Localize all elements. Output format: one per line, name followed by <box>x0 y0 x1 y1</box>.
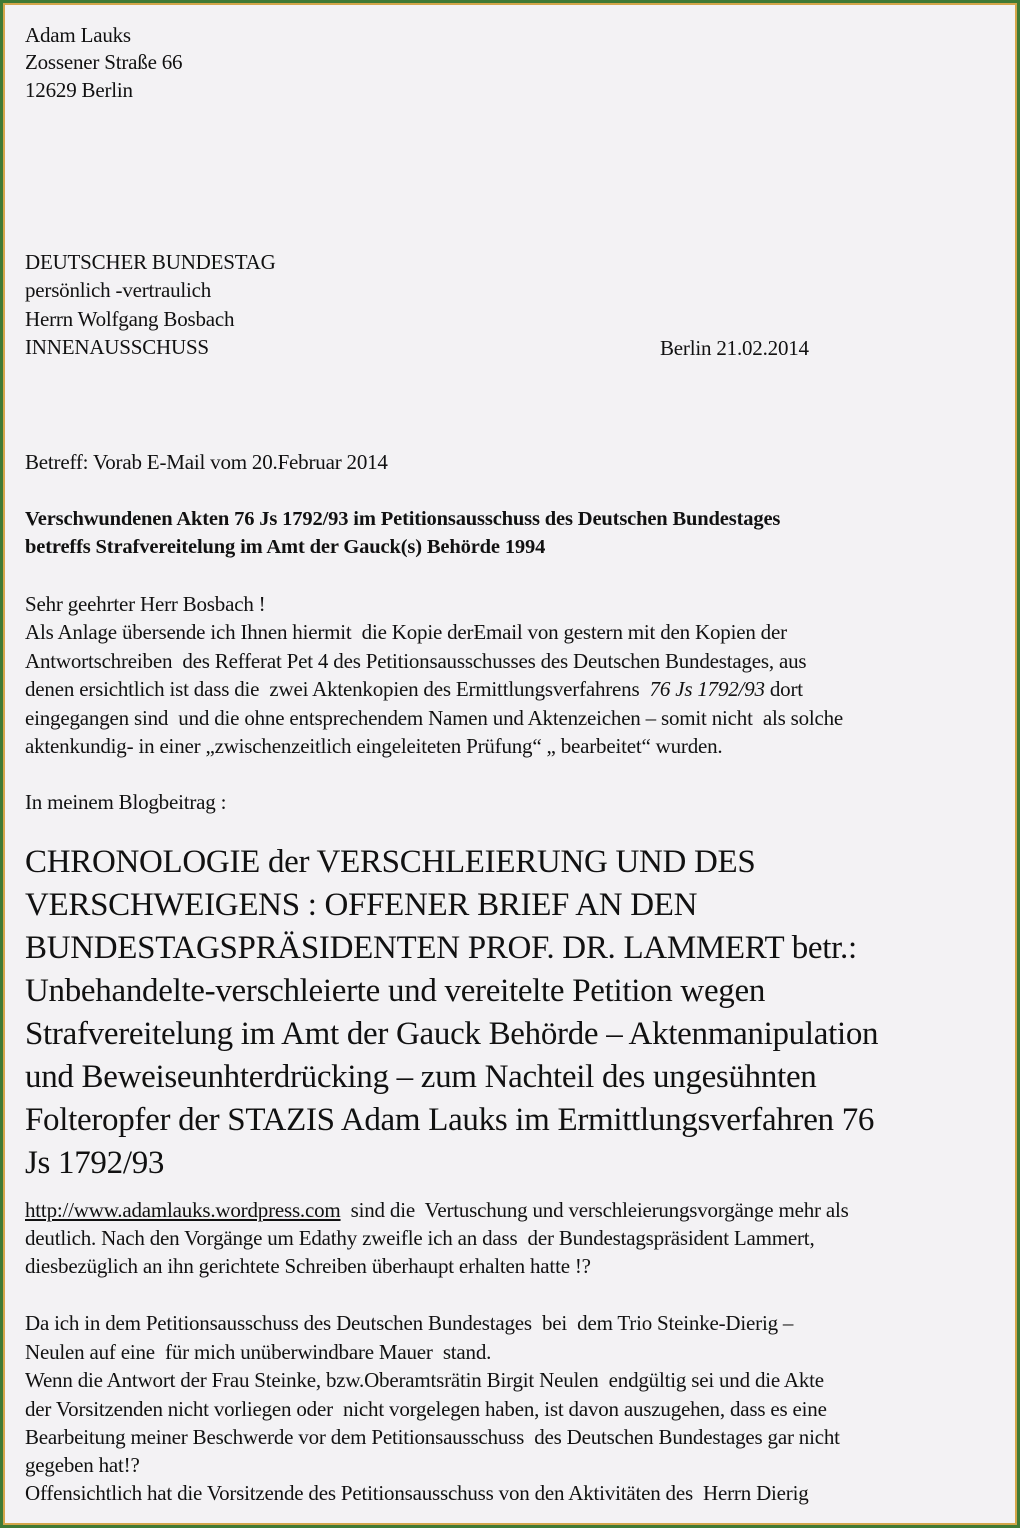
paragraph-3-line: Offensichtlich hat die Vorsitzende des Petitionsausschuss von den Aktivitäten des Herrn Dierig <box>25 1481 809 1505</box>
paragraph-3-line: Wenn die Antwort der Frau Steinke, bzw.Oberamtsrätin Birgit Neulen endgültig sei und die Akte <box>25 1368 824 1392</box>
paragraph-1-line: eingegangen sind und die ohne entsprechendem Namen und Aktenzeichen – somit nicht als solche <box>25 706 844 730</box>
recipient-org: DEUTSCHER BUNDESTAG <box>25 250 276 274</box>
date-line: Berlin 21.02.2014 <box>660 336 809 360</box>
paragraph-2-line: diesbezüglich an ihn gerichtete Schreiben überhaupt erhalten hatte !? <box>25 1254 591 1278</box>
sender-city: 12629 Berlin <box>25 78 133 102</box>
paragraph-1-line: Als Anlage übersende ich Ihnen hiermit die Kopie derEmail von gestern mit den Kopien der <box>25 620 787 644</box>
paragraph-2-line <box>25 1196 1015 1224</box>
paragraph-3-line: Neulen auf eine für mich unüberwindbare Mauer stand. <box>25 1340 492 1364</box>
paragraph-3-line: gegeben hat!? <box>25 1453 140 1477</box>
paragraph-2-line: deutlich. Nach den Vorgänge um Edathy zweifle ich an dass der Bundestagspräsident Lammert, <box>25 1226 815 1250</box>
paragraph-1-line <box>25 675 803 703</box>
blog-title-line: Folteropfer der STAZIS Adam Lauks im Ermittlungsverfahren 76 <box>25 1102 875 1138</box>
case-number: 76 Js 1792/93 <box>649 677 765 701</box>
blog-title-line: Unbehandelte-verschleierte und vereitelte Petition wegen <box>25 973 766 1009</box>
blog-title-line: Strafvereitelung im Amt der Gauck Behörde – Aktenmanipulation <box>25 1016 879 1052</box>
paragraph-1-line: Antwortschreiben des Refferat Pet 4 des Petitionsausschusses des Deutschen Bundestages, aus <box>25 649 807 673</box>
paragraph-1-line: aktenkundig- in einer „zwischenzeitlich eingeleiteten Prüfung“ „ bearbeitet“ wurden. <box>25 734 723 758</box>
recipient-person: Herrn Wolfgang Bosbach <box>25 307 235 331</box>
subject-line: Betreff: Vorab E-Mail vom 20.Februar 2014 <box>25 450 388 474</box>
headline-line-1: Verschwundenen Akten 76 Js 1792/93 im Petitionsausschuss des Deutschen Bundestages <box>25 508 781 530</box>
salutation: Sehr geehrter Herr Bosbach ! <box>25 592 266 616</box>
paragraph-3-line: Da ich in dem Petitionsausschuss des Deutschen Bundestages bei dem Trio Steinke-Dierig – <box>25 1311 794 1335</box>
blog-intro: In meinem Blogbeitrag : <box>25 790 227 814</box>
text-span: dort <box>764 677 803 701</box>
text-span: denen ersichtlich ist dass die zwei Aktenkopien des Ermittlungsverfahrens <box>25 677 650 701</box>
text-span: sind die Vertuschung und verschleierungsvorgänge mehr als <box>340 1198 849 1222</box>
blog-title-line: und Beweiseunhterdrücking – zum Nachteil des ungesühnten <box>25 1059 817 1095</box>
blog-title-line: BUNDESTAGSPRÄSIDENTEN PROF. DR. LAMMERT betr.: <box>25 930 857 966</box>
headline-line-2: betreffs Strafvereitelung im Amt der Gauck(s) Behörde 1994 <box>25 536 546 558</box>
recipient-note: persönlich -vertraulich <box>25 278 212 302</box>
blog-title-line: Js 1792/93 <box>25 1145 165 1181</box>
blog-title-line: VERSCHWEIGENS : OFFENER BRIEF AN DEN <box>25 887 698 923</box>
paragraph-3-line: der Vorsitzenden nicht vorliegen oder nicht vorgelegen haben, ist davon auszugehen, dass es eine <box>25 1397 827 1421</box>
blog-link[interactable]: http://www.adamlauks.wordpress.com <box>25 1198 341 1222</box>
recipient-committee: INNENAUSSCHUSS <box>25 335 209 359</box>
blog-title-line: CHRONOLOGIE der VERSCHLEIERUNG UND DES <box>25 844 756 880</box>
sender-street: Zossener Straße 66 <box>25 50 183 74</box>
sender-name: Adam Lauks <box>25 23 131 47</box>
paragraph-3-line: Bearbeitung meiner Beschwerde vor dem Petitionsausschuss des Deutschen Bundestages gar nicht <box>25 1425 840 1449</box>
